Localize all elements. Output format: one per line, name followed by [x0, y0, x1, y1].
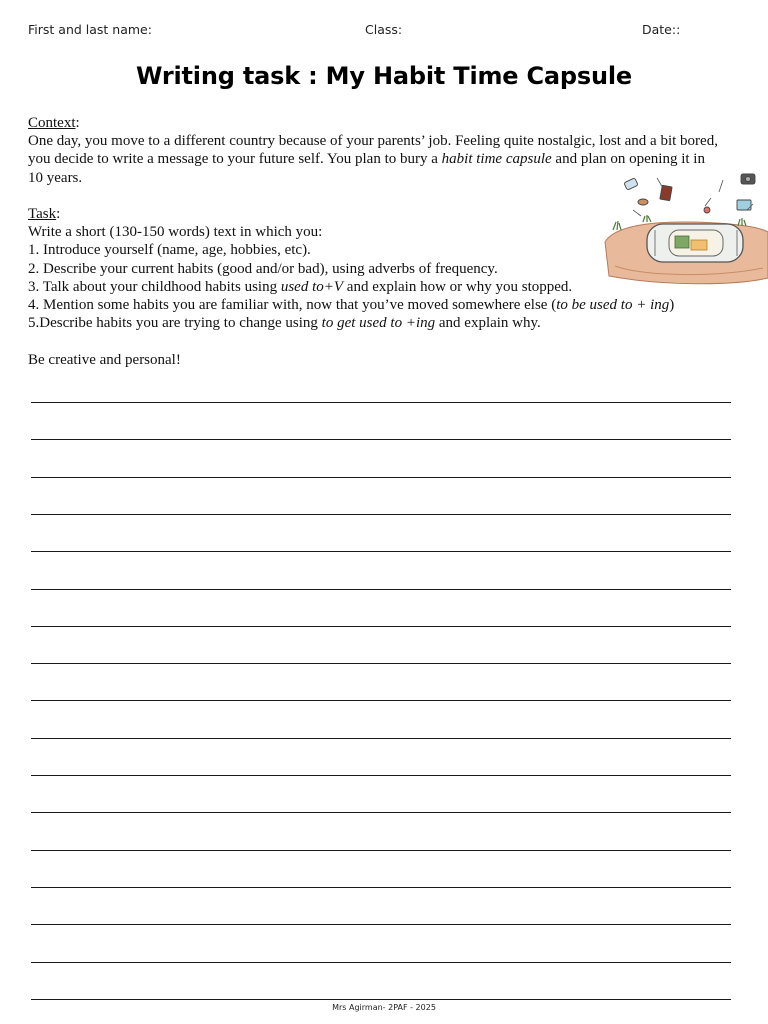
context-heading: Context [28, 115, 76, 131]
task-item-1: 1. Introduce yourself (name, age, hobbies, etc). [28, 242, 311, 259]
context-text: One day, you move to a different country because of your parents’ job. Feeling quite nostalgic, lost and a bit bored, you decide to write a message to your future self. You plan to bury a [28, 133, 718, 168]
task-item-3-italic: used to+V [280, 278, 344, 295]
closing-text: Be creative and personal! [28, 351, 181, 368]
task-intro: Write a short (130-150 words) text in which you: [28, 224, 323, 241]
date-field-label: Date:: [642, 22, 681, 37]
writing-line[interactable] [31, 850, 731, 851]
writing-line[interactable] [31, 887, 731, 888]
page-title: Writing task : My Habit Time Capsule [136, 62, 632, 90]
name-field-label: First and last name: [28, 22, 152, 37]
task-heading-colon: : [56, 206, 61, 222]
task-item-4 [28, 296, 718, 314]
task-item-5-text: 5.Describe habits you are trying to change using [28, 315, 322, 332]
writing-line[interactable] [31, 402, 731, 403]
task-item-5 [28, 314, 718, 332]
writing-line[interactable] [31, 775, 731, 776]
task-heading: Task [28, 206, 57, 222]
time-capsule-illustration [603, 170, 768, 288]
task-item-3-end: and explain how or why you stopped. [343, 278, 573, 295]
task-item-5-end: and explain why. [435, 315, 541, 332]
task-item-4-italic: to be used to + ing [556, 297, 670, 314]
context-heading-colon: : [75, 115, 80, 131]
context-italic-text: habit time capsule [441, 151, 552, 168]
task-item-5-italic: to get used to +ing [321, 315, 436, 332]
task-item-4-end: ) [669, 297, 675, 314]
writing-line[interactable] [31, 812, 731, 813]
task-item-3-text: 3. Talk about your childhood habits using [28, 278, 281, 295]
flying-objects [624, 174, 755, 213]
task-item-2: 2. Describe your current habits (good and/or bad), using adverbs of frequency. [28, 260, 498, 277]
writing-line[interactable] [31, 439, 731, 440]
writing-line[interactable] [31, 551, 731, 552]
writing-line[interactable] [31, 738, 731, 739]
task-item-4-text: 4. Mention some habits you are familiar with, now that you’ve moved somewhere else ( [28, 297, 557, 314]
writing-line[interactable] [31, 626, 731, 627]
class-field-label: Class: [365, 22, 403, 37]
writing-line[interactable] [31, 477, 731, 478]
writing-line[interactable] [31, 700, 731, 701]
context-text-end: and plan on opening it in 10 years. [28, 151, 705, 186]
writing-line[interactable] [31, 589, 731, 590]
writing-line[interactable] [31, 514, 731, 515]
writing-line[interactable] [31, 999, 731, 1000]
writing-line[interactable] [31, 962, 731, 963]
writing-line[interactable] [31, 924, 731, 925]
writing-line[interactable] [31, 663, 731, 664]
footer-credit: Mrs Agirman- 2PAF - 2025 [332, 1003, 436, 1012]
motion-lines [633, 178, 753, 216]
